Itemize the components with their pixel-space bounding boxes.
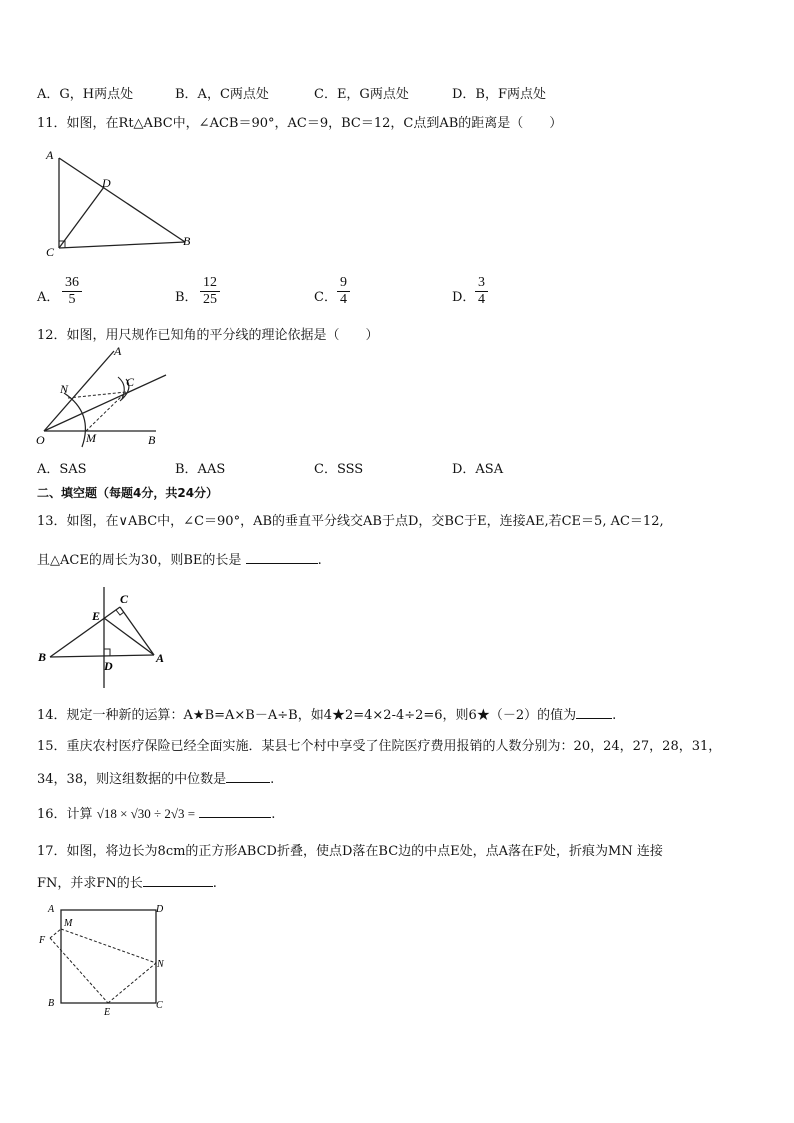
q13-line-2 [37,551,322,570]
denominator: 25 [203,292,217,307]
q13-line-2-end: . [317,553,322,568]
q12-option-c: C．SSS [314,462,364,477]
q15-line-2-end: . [270,772,275,787]
q11-option-c-label: C． [314,290,337,305]
q13-figure [36,585,171,690]
answer-blank[interactable] [143,874,213,887]
q11-option-d-label: D． [452,290,476,305]
q17-line-2-end: . [212,876,217,891]
q12-option-b: B．AAS [175,462,226,477]
q12-label-o: O [36,433,45,447]
q17-figure [36,900,171,1020]
answer-blank[interactable] [199,805,271,818]
q11-stem: 11．如图，在Rt△ABC中，∠ACB＝90°，AC＝9，BC＝12，C点到AB的距离是（ ） [37,116,563,131]
q10-option-c: C．E，G两点处 [314,87,409,102]
q11-option-a-label: A． [37,290,60,305]
section-heading: 二、填空题（每题4分，共24分） [37,486,219,500]
q17-label-f: F [39,935,46,946]
denominator: 4 [340,292,347,307]
q13-label-b: B [38,650,47,664]
q17-label-n: N [157,959,164,970]
answer-blank[interactable] [246,551,318,564]
q11-label-c: C [46,245,55,259]
q10-option-a: A．G，H两点处 [37,87,134,102]
numerator: 9 [340,275,347,290]
q12-option-d: D．ASA [452,462,504,477]
q15-line-2 [37,770,274,789]
q16-expression: √18 × √30 ÷ 2√3 = [96,806,196,821]
q14-end: . [612,708,617,723]
q12-label-m: M [86,431,96,445]
q13-label-c: C [120,592,129,606]
q14-text: 14．规定一种新的运算：A★B=A×B－A÷B，如4★2=4×2-4÷2=6，则6★（－2）的值为 [37,708,577,723]
q17-line-2 [37,874,217,893]
q12-figure [34,343,174,448]
denominator: 4 [478,292,485,307]
q11-option-b-fraction [200,275,220,308]
q17-label-m: M [64,918,73,929]
q13-line-1: 13．如图，在∨ABC中，∠C＝90°，AB的垂直平分线交AB于点D，交BC于E，连接AE,若CE＝5, AC＝12, [37,514,664,529]
q13-line-2-text: 且△ACE的周长为30，则BE的长是 [37,553,242,568]
q15-line-2-text: 34，38，则这组数据的中位数是 [37,772,227,787]
q14-line [37,706,616,725]
q13-label-a: A [156,651,165,665]
numerator: 3 [478,275,485,290]
answer-blank[interactable] [226,770,270,783]
q11-label-b: B [183,234,191,248]
q13-label-d: D [104,659,113,673]
q12-label-b: B [148,433,156,447]
numerator: 12 [203,275,217,290]
q12-label-n: N [60,382,69,396]
q12-option-a: A．SAS [37,462,87,477]
q10-option-b: B．A，C两点处 [175,87,269,102]
q17-label-c: C [156,1000,163,1011]
q17-label-d: D [156,904,164,915]
q12-stem: 12．如图，用尺规作已知角的平分线的理论依据是（ ） [37,328,379,343]
q17-line-2-text: FN，并求FN的长 [37,876,143,891]
q11-label-d: D [102,176,111,190]
q15-line-1: 15．重庆农村医疗保险已经全面实施．某县七个村中享受了住院医疗费用报销的人数分别为：20，24，27，28，31， [37,739,722,754]
denominator: 5 [68,292,76,307]
q16-line [37,805,275,824]
q16-prefix: 16．计算 [37,807,93,822]
q17-label-b: B [48,998,55,1009]
q11-option-c-fraction [337,275,350,308]
q10-option-d: D．B，F两点处 [452,87,546,102]
q12-label-c: C [126,375,135,389]
q11-label-a: A [46,148,54,162]
q17-label-a: A [48,904,55,915]
q11-option-a-fraction [62,275,82,308]
q13-label-e: E [92,609,101,623]
q11-option-b-label: B． [175,290,198,305]
q11-option-d-fraction [475,275,488,308]
q17-line-1: 17．如图，将边长为8cm的正方形ABCD折叠，使点D落在BC边的中点E处，点A落在F处，折痕为MN 连接 [37,844,663,859]
q11-figure [40,145,200,260]
q16-end: . [271,807,276,822]
q17-label-e: E [104,1007,111,1018]
answer-blank[interactable] [576,706,612,719]
q12-label-a: A [114,344,122,358]
numerator: 36 [65,275,79,290]
